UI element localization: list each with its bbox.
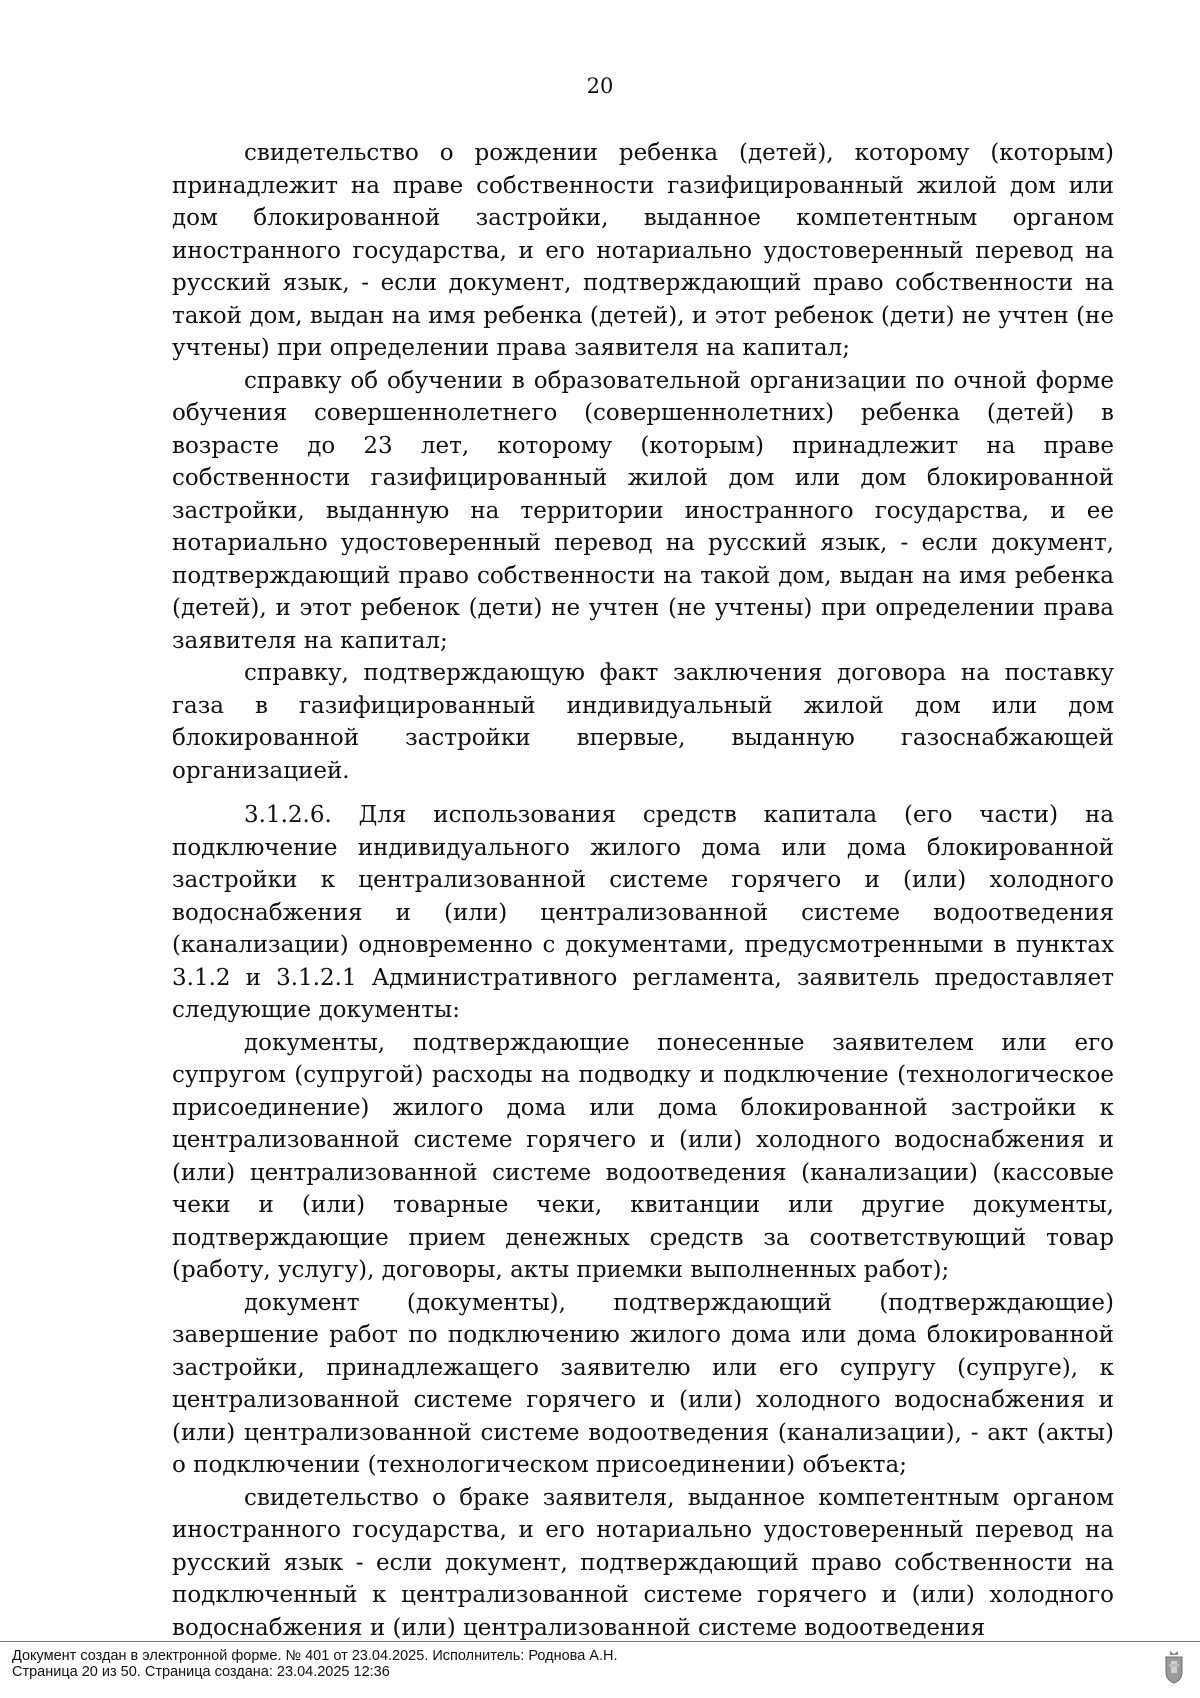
footer-document-info: Документ создан в электронной форме. № 401 от 23.04.2025. Исполнитель: Роднова А.Н.	[12, 1648, 618, 1664]
paragraph-education-certificate: справку об обучении в образовательной организации по очной форме обучения совершеннолетнего (совершеннолетних) ребенка (детей) в возрасте до 23 лет, которому (которым) принадлежит на праве собственности газифицированный жилой дом или дом блокированной застройки, выданную на территории иностранного государства, и ее нотариально удостоверенный перевод на русский язык, - если документ, подтверждающий право собственности на такой дом, выдан на имя ребенка (детей), и этот ребенок (дети) не учтен (не учтены) при определении права заявителя на капитал;	[172, 367, 1114, 654]
footer-page-info: Страница 20 из 50. Страница создана: 23.04.2025 12:36	[12, 1664, 390, 1680]
coat-of-arms-icon	[1162, 1650, 1186, 1684]
paragraph-gas-contract: справку, подтверждающую факт заключения договора на поставку газа в газифицированный индивидуальный жилой дом или дом блокированной застройки впервые, выданную газоснабжающей организацией.	[172, 660, 1114, 784]
page-number: 20	[586, 74, 614, 98]
paragraph-birth-certificate: свидетельство о рождении ребенка (детей), которому (которым) принадлежит на праве собственности газифицированный жилой дом или дом блокированной застройки, выданное компетентным органом иностранного государства, и его нотариально удостоверенный перевод на русский язык, - если документ, подтверждающий право собственности на такой дом, выдан на имя ребенка (детей), и этот ребенок (дети) не учтен (не учтены) при определении права заявителя на капитал;	[172, 140, 1114, 361]
footer-divider	[0, 1641, 1200, 1642]
paragraph-marriage-certificate: свидетельство о браке заявителя, выданное компетентным органом иностранного государства, и его нотариально удостоверенный перевод на русский язык - если документ, подтверждающий право собственности на подключенный к централизованной системе горячего и (или) холодного водоснабжения и (или) централизованной системе водоотведения	[172, 1484, 1114, 1641]
paragraph-completion-documents: документ (документы), подтверждающий (подтверждающие) завершение работ по подключению жилого дома или дома блокированной застройки, принадлежащего заявителю или его супругу (супруге), к централизованной системе горячего и (или) холодного водоснабжения и (или) централизованной системе водоотведения (канализации), - акт (акты) о подключении (технологическом присоединении) объекта;	[172, 1289, 1114, 1478]
paragraph-section-3-1-2-6: 3.1.2.6. Для использования средств капитала (его части) на подключение индивидуального жилого дома или дома блокированной застройки к централизованной системе горячего и (или) холодного водоснабжения и (или) централизованной системе водоотведения (канализации) одновременно с документами, предусмотренными в пунктах 3.1.2 и 3.1.2.1 Административного регламента, заявитель предоставляет следующие документы:	[172, 802, 1114, 1023]
paragraph-expense-documents: документы, подтверждающие понесенные заявителем или его супругом (супругой) расходы на подводку и подключение (технологическое присоединение) жилого дома или дома блокированной застройки к централизованной системе горячего и (или) холодного водоснабжения и (или) централизованной системе водоотведения (канализации) (кассовые чеки и (или) товарные чеки, квитанции или другие документы, подтверждающие прием денежных средств за соответствующий товар (работу, услугу), договоры, акты приемки выполненных работ);	[172, 1029, 1114, 1283]
document-body	[172, 137, 1114, 1644]
document-footer	[12, 1648, 618, 1680]
